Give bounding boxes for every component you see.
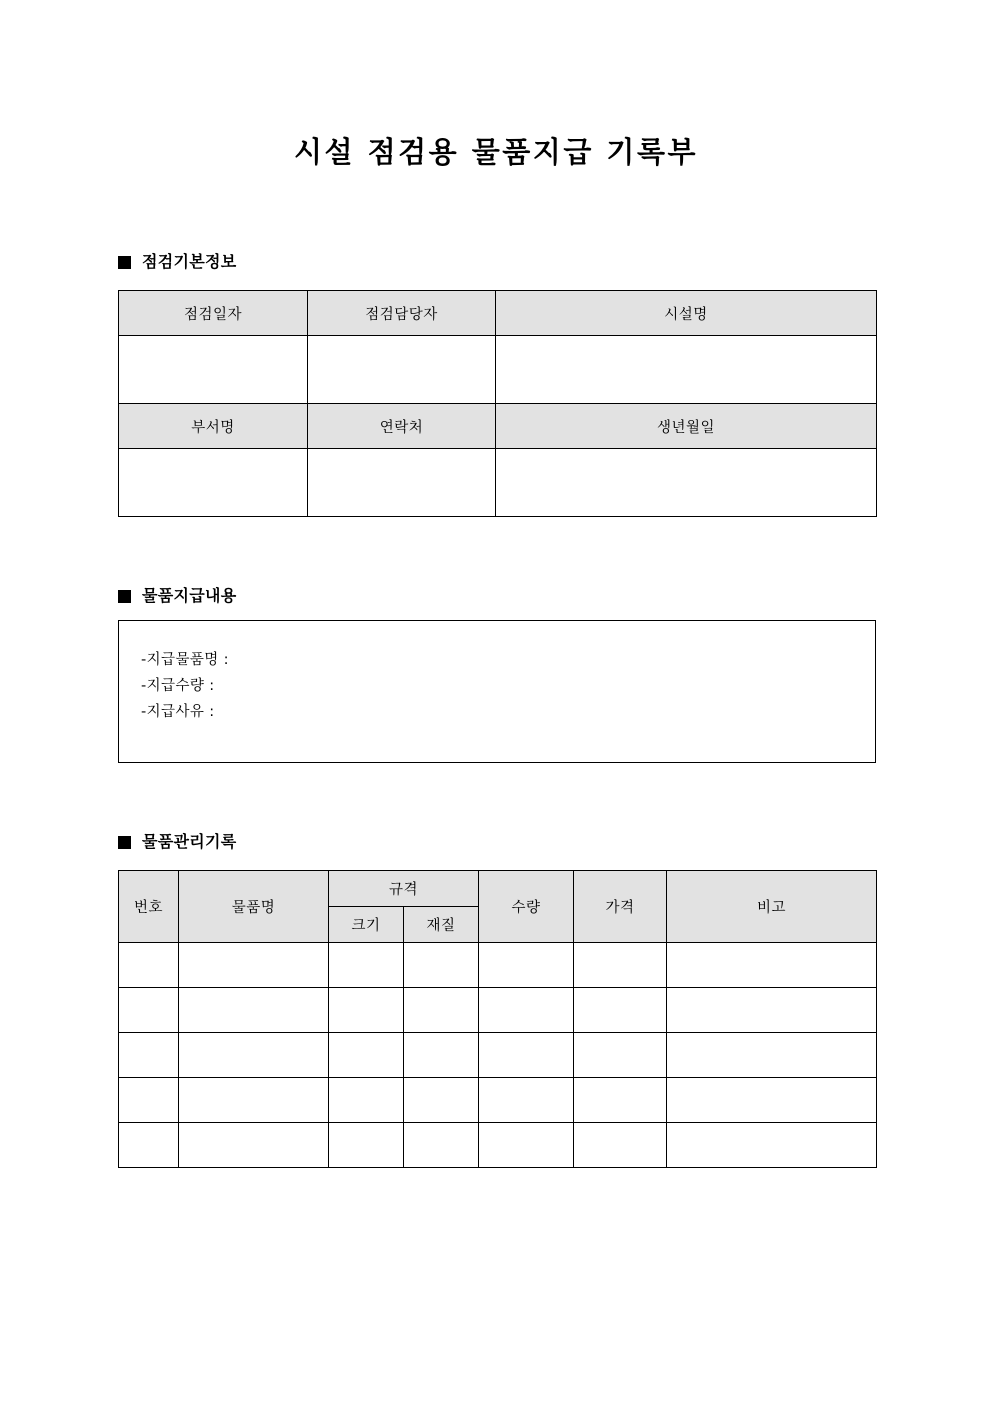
cell-note[interactable] <box>667 1123 877 1168</box>
supply-line-quantity: -지급수량 : <box>141 678 215 694</box>
cell-item-name[interactable] <box>179 988 329 1033</box>
cell-item-name[interactable] <box>179 1078 329 1123</box>
field-inspection-date[interactable] <box>119 336 308 404</box>
table-row <box>119 1033 877 1078</box>
section-heading-supply-content-label: 물품지급내용 <box>142 586 237 605</box>
header-number: 번호 <box>119 871 179 943</box>
header-facility-name: 시설명 <box>496 291 877 336</box>
table-row <box>119 943 877 988</box>
cell-item-name[interactable] <box>179 943 329 988</box>
cell-note[interactable] <box>667 988 877 1033</box>
cell-price[interactable] <box>574 943 667 988</box>
header-department: 부서명 <box>119 404 308 449</box>
cell-quantity[interactable] <box>479 988 574 1033</box>
cell-price[interactable] <box>574 1033 667 1078</box>
table-row <box>119 1078 877 1123</box>
supply-line-item-name: -지급물품명 : <box>141 652 229 668</box>
header-spec-group: 규격 <box>329 871 479 907</box>
table-header-row-top <box>119 871 877 907</box>
section-heading-basic-info <box>118 252 237 272</box>
cell-spec-material[interactable] <box>404 1033 479 1078</box>
cell-quantity[interactable] <box>479 1078 574 1123</box>
table-row <box>119 336 877 404</box>
cell-price[interactable] <box>574 1123 667 1168</box>
cell-number[interactable] <box>119 988 179 1033</box>
cell-note[interactable] <box>667 943 877 988</box>
cell-item-name[interactable] <box>179 1123 329 1168</box>
section-heading-supply-content <box>118 586 237 606</box>
black-square-bullet-icon <box>118 836 131 849</box>
black-square-bullet-icon <box>118 590 131 603</box>
cell-spec-material[interactable] <box>404 1078 479 1123</box>
header-inspection-date: 점검일자 <box>119 291 308 336</box>
cell-quantity[interactable] <box>479 1033 574 1078</box>
table-row <box>119 404 877 449</box>
black-square-bullet-icon <box>118 256 131 269</box>
header-spec-size: 크기 <box>329 907 404 943</box>
field-department[interactable] <box>119 449 308 517</box>
cell-quantity[interactable] <box>479 943 574 988</box>
page-title: 시설 점검용 물품지급 기록부 <box>294 135 698 169</box>
cell-item-name[interactable] <box>179 1033 329 1078</box>
section-heading-management-record <box>118 832 237 852</box>
cell-spec-size[interactable] <box>329 1123 404 1168</box>
header-item-name: 물품명 <box>179 871 329 943</box>
table-row <box>119 1123 877 1168</box>
cell-price[interactable] <box>574 988 667 1033</box>
management-record-table <box>118 870 877 1168</box>
field-birthdate[interactable] <box>496 449 877 517</box>
cell-quantity[interactable] <box>479 1123 574 1168</box>
cell-spec-size[interactable] <box>329 1078 404 1123</box>
section-heading-basic-info-label: 점검기본정보 <box>142 252 237 271</box>
table-row <box>119 449 877 517</box>
supply-content-lines <box>119 621 875 725</box>
header-price: 가격 <box>574 871 667 943</box>
cell-price[interactable] <box>574 1078 667 1123</box>
header-quantity: 수량 <box>479 871 574 943</box>
section-heading-management-record-label: 물품관리기록 <box>142 832 237 851</box>
field-inspector[interactable] <box>308 336 496 404</box>
cell-spec-material[interactable] <box>404 1123 479 1168</box>
header-spec-material: 재질 <box>404 907 479 943</box>
cell-number[interactable] <box>119 1078 179 1123</box>
cell-number[interactable] <box>119 943 179 988</box>
field-facility-name[interactable] <box>496 336 877 404</box>
basic-info-table <box>118 290 877 517</box>
header-note: 비고 <box>667 871 877 943</box>
header-inspector: 점검담당자 <box>308 291 496 336</box>
cell-note[interactable] <box>667 1078 877 1123</box>
cell-spec-size[interactable] <box>329 988 404 1033</box>
cell-number[interactable] <box>119 1123 179 1168</box>
table-row <box>119 988 877 1033</box>
cell-number[interactable] <box>119 1033 179 1078</box>
field-contact[interactable] <box>308 449 496 517</box>
cell-spec-material[interactable] <box>404 988 479 1033</box>
cell-spec-size[interactable] <box>329 943 404 988</box>
table-row <box>119 291 877 336</box>
cell-spec-size[interactable] <box>329 1033 404 1078</box>
cell-spec-material[interactable] <box>404 943 479 988</box>
header-birthdate: 생년월일 <box>496 404 877 449</box>
supply-content-box[interactable] <box>118 620 876 763</box>
cell-note[interactable] <box>667 1033 877 1078</box>
header-contact: 연락처 <box>308 404 496 449</box>
supply-line-reason: -지급사유 : <box>141 704 215 720</box>
